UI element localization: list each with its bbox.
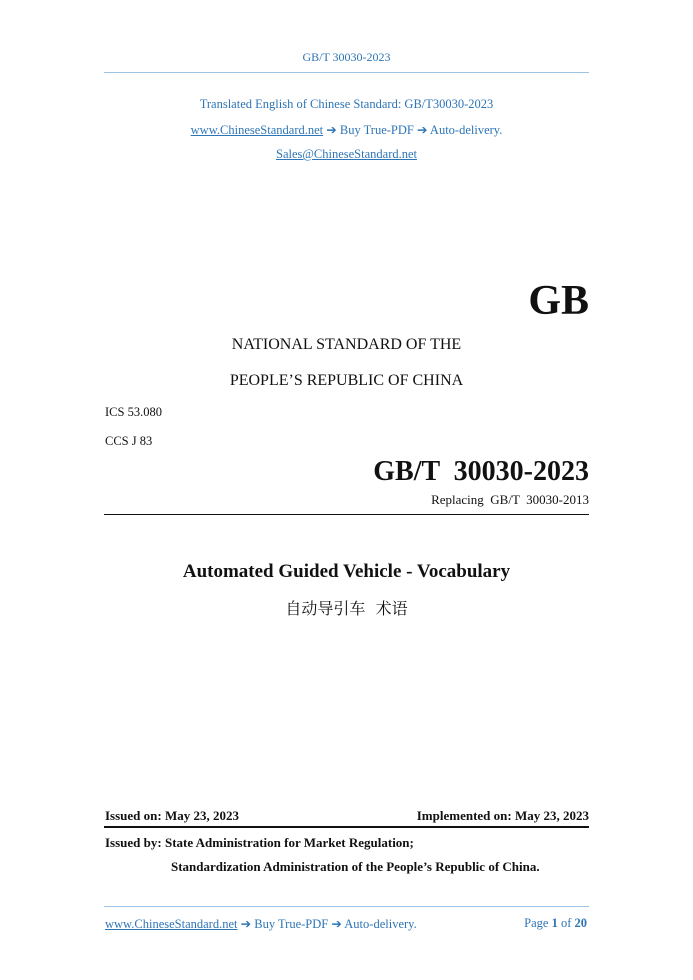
page-number: 1: [551, 916, 558, 930]
footer-buy-text: Buy True-PDF: [254, 917, 329, 931]
translation-note: Translated English of Chinese Standard: GB/T30030-2023: [199, 97, 494, 111]
arrow-right-icon: ➔: [240, 917, 252, 931]
ics-code: ICS 53.080: [105, 405, 162, 419]
buy-text: Buy True-PDF: [339, 123, 414, 137]
gb-logo: GB: [528, 278, 589, 324]
page-total: 20: [574, 916, 587, 930]
of-word: of: [560, 916, 572, 930]
national-standard-line2: PEOPLE’S REPUBLIC OF CHINA: [229, 372, 464, 389]
national-standard-line1: NATIONAL STANDARD OF THE: [231, 336, 462, 353]
replacing-note: Replacing GB/T 30030-2013: [431, 492, 589, 507]
issued-date: Issued on: May 23, 2023: [105, 808, 239, 823]
implemented-date: Implemented on: May 23, 2023: [416, 808, 589, 823]
standard-number: GB/T 30030-2023: [373, 456, 589, 487]
ccs-code: CCS J 83: [105, 434, 153, 448]
footer-delivery-text: Auto-delivery.: [344, 917, 417, 931]
dates-rule: [104, 826, 589, 828]
running-header: GB/T 30030-2023: [302, 50, 391, 64]
chinese-title: 自动导引车 术语: [285, 599, 408, 618]
arrow-right-icon: ➔: [417, 123, 428, 137]
page-word: Page: [524, 916, 549, 930]
delivery-text: Auto-delivery.: [429, 123, 503, 137]
email-row: [0, 147, 693, 162]
footer-site-link[interactable]: www.ChineseStandard.net: [105, 917, 238, 931]
header-rule: [104, 72, 589, 73]
issuer-line1: Issued by: State Administration for Market Regulation;: [105, 835, 414, 850]
arrow-right-icon: ➔: [326, 123, 337, 137]
arrow-right-icon: ➔: [331, 917, 342, 931]
page-indicator: [524, 916, 587, 931]
english-title: Automated Guided Vehicle - Vocabulary: [182, 561, 511, 582]
site-link[interactable]: www.ChineseStandard.net: [190, 123, 324, 137]
footer-rule: [104, 906, 589, 907]
title-rule: [104, 514, 589, 515]
footer-links: [105, 916, 417, 932]
email-link[interactable]: Sales@ChineseStandard.net: [276, 147, 417, 161]
banner-links: [0, 122, 693, 138]
issuer-line2: Standardization Administration of the People’s Republic of China.: [171, 859, 540, 874]
